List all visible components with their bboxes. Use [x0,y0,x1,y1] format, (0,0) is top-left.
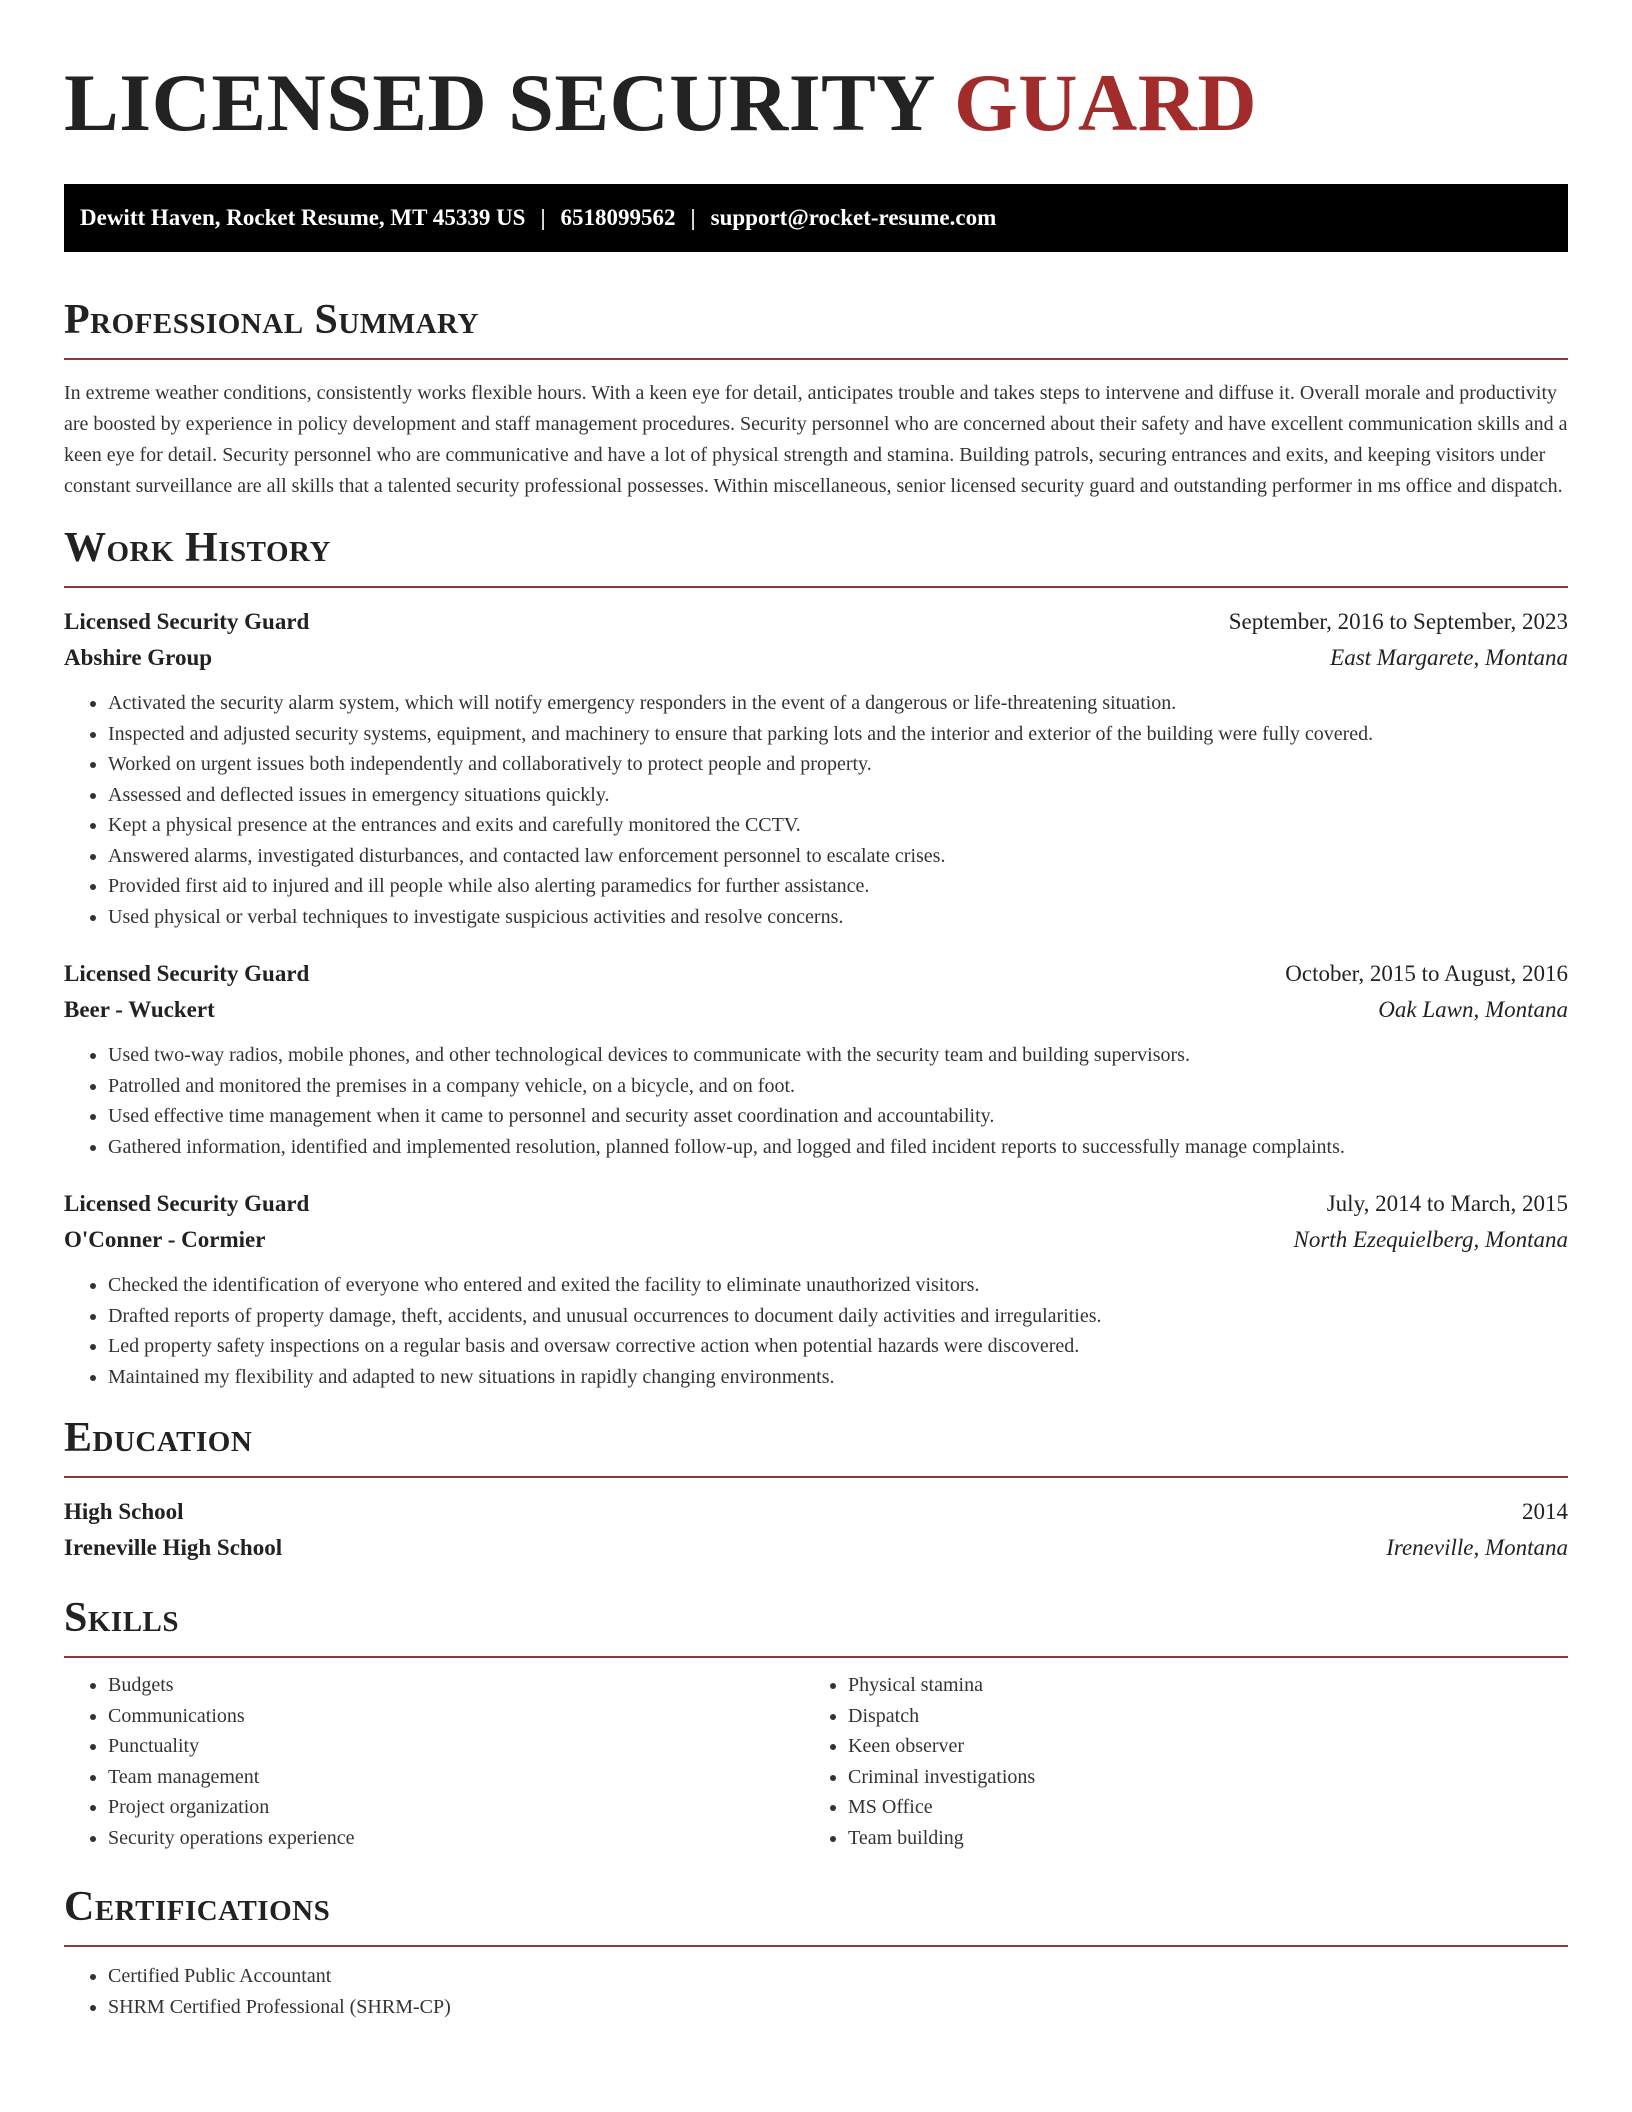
education-degree-row [64,1494,1568,1530]
job-location: Oak Lawn, Montana [1378,997,1568,1022]
job-bullet: • Activated the security alarm system, which will notify emergency responders in the event of a dangerous or life-threatening situation. [108,688,1568,719]
skill-item: • MS Office [848,1792,1544,1823]
summary-section [64,296,1568,502]
skill-item: • Team management [108,1762,804,1793]
job-bullet: • Used effective time management when it came to personnel and security asset coordination and accountability. [108,1101,1568,1132]
job-header-row [64,956,1568,992]
job-company: Abshire Group [64,645,213,670]
job-bullet: • Led property safety inspections on a regular basis and oversaw corrective action when potential hazards were discovered. [108,1331,1568,1362]
education-heading: Education [64,1415,253,1461]
skill-item: • Physical stamina [848,1670,1544,1701]
skills-column-left [64,1670,804,1853]
job-bullet: • Provided first aid to injured and ill people while also alerting paramedics for further assistance. [108,871,1568,902]
job-location: East Margarete, Montana [1330,645,1568,670]
skill-item: • Budgets [108,1670,804,1701]
skill-item: • Keen observer [848,1731,1544,1762]
education-degree: High School [64,1499,184,1524]
job-bullet: • Maintained my flexibility and adapted to new situations in rapidly changing environments. [108,1362,1568,1393]
job-bullets [64,1270,1568,1392]
skill-item: • Communications [108,1701,804,1732]
job-bullet: • Assessed and deflected issues in emergency situations quickly. [108,780,1568,811]
skill-item: • Punctuality [108,1731,804,1762]
skills-list [64,1670,804,1853]
job-dates: July, 2014 to March, 2015 [1326,1191,1568,1216]
contact-separator: | [540,205,546,230]
job-title: Licensed Security Guard [64,1191,310,1216]
title-accent: GUARD [953,57,1258,148]
job-bullet: • Answered alarms, investigated disturbances, and contacted law enforcement personnel to escalate crises. [108,841,1568,872]
contact-email: support@rocket-resume.com [710,205,997,230]
education-entry [64,1494,1568,1566]
job-bullet: • Gathered information, identified and implemented resolution, planned follow-up, and logged and filed incident reports to successfully manage complaints. [108,1132,1568,1163]
job-entry [64,956,1568,1162]
job-bullets [64,688,1568,932]
education-location: Ireneville, Montana [1386,1535,1568,1560]
section-divider [64,1476,1568,1478]
education-school: Ireneville High School [64,1535,283,1560]
job-company: O'Conner - Cormier [64,1227,266,1252]
job-header-row [64,604,1568,640]
job-bullet: • Drafted reports of property damage, theft, accidents, and unusual occurrences to document daily activities and irregularities. [108,1301,1568,1332]
work-history-section [64,524,1568,1392]
certifications-list [64,1961,1568,2022]
skills-column-right [804,1670,1544,1853]
job-location: North Ezequielberg, Montana [1293,1227,1568,1252]
job-company-row [64,1222,1568,1258]
contact-address: Dewitt Haven, Rocket Resume, MT 45339 US [80,205,526,230]
job-company: Beer - Wuckert [64,997,215,1022]
section-divider [64,1656,1568,1658]
job-dates: September, 2016 to September, 2023 [1228,609,1568,634]
job-header-row [64,1186,1568,1222]
contact-bar [64,184,1568,252]
skill-item: • Criminal investigations [848,1762,1544,1793]
section-divider [64,1945,1568,1947]
skills-grid [64,1670,1568,1853]
job-entry [64,1186,1568,1392]
work-history-heading: Work History [64,525,331,571]
education-section [64,1414,1568,1566]
skill-item: • Project organization [108,1792,804,1823]
education-year: 2014 [1522,1499,1568,1524]
job-bullet: • Inspected and adjusted security systems, equipment, and machinery to ensure that parking lots and the interior and exterior of the building were fully covered. [108,719,1568,750]
job-bullet: • Patrolled and monitored the premises in a company vehicle, on a bicycle, and on foot. [108,1071,1568,1102]
resume-title [64,0,1568,148]
job-bullet: • Kept a physical presence at the entrances and exits and carefully monitored the CCTV. [108,810,1568,841]
skill-item: • Security operations experience [108,1823,804,1854]
title-main: LICENSED SECURITY [64,57,933,148]
job-title: Licensed Security Guard [64,961,310,986]
certifications-section [64,1883,1568,2022]
job-bullet: • Used two-way radios, mobile phones, and other technological devices to communicate with the security team and building supervisors. [108,1040,1568,1071]
education-school-row [64,1530,1568,1566]
job-bullets [64,1040,1568,1162]
certifications-heading: Certifications [64,1884,331,1930]
job-bullet: • Used physical or verbal techniques to investigate suspicious activities and resolve concerns. [108,902,1568,933]
summary-text: In extreme weather conditions, consistently works flexible hours. With a keen eye for detail, anticipates trouble and takes steps to intervene and diffuse it. Overall morale and productivity are boosted by experience in policy development and staff management procedures. Security personnel who are concerned about their safety and have excellent communication skills and a keen eye for detail. Security personnel who are communicative and have a lot of physical strength and stamina. Building patrols, securing entrances and exits, and keeping visitors under constant surveillance are all skills that a talented security professional possesses. Within miscellaneous, senior licensed security guard and outstanding performer in ms office and dispatch. [64,382,1568,497]
section-divider [64,586,1568,588]
skills-heading: Skills [64,1595,180,1641]
section-divider [64,358,1568,360]
job-dates: October, 2015 to August, 2016 [1285,961,1568,986]
job-entry [64,604,1568,932]
skill-item: • Dispatch [848,1701,1544,1732]
skills-section [64,1594,1568,1853]
contact-phone: 6518099562 [560,205,676,230]
job-bullet: • Checked the identification of everyone who entered and exited the facility to eliminate unauthorized visitors. [108,1270,1568,1301]
summary-heading: Professional Summary [64,297,479,343]
contact-separator: | [690,205,696,230]
skill-item: • Team building [848,1823,1544,1854]
job-title: Licensed Security Guard [64,609,310,634]
certification-item: • Certified Public Accountant [108,1961,1568,1992]
job-company-row [64,640,1568,676]
job-bullet: • Worked on urgent issues both independently and collaboratively to protect people and property. [108,749,1568,780]
certification-item: • SHRM Certified Professional (SHRM-CP) [108,1992,1568,2023]
job-company-row [64,992,1568,1028]
skills-list [804,1670,1544,1853]
